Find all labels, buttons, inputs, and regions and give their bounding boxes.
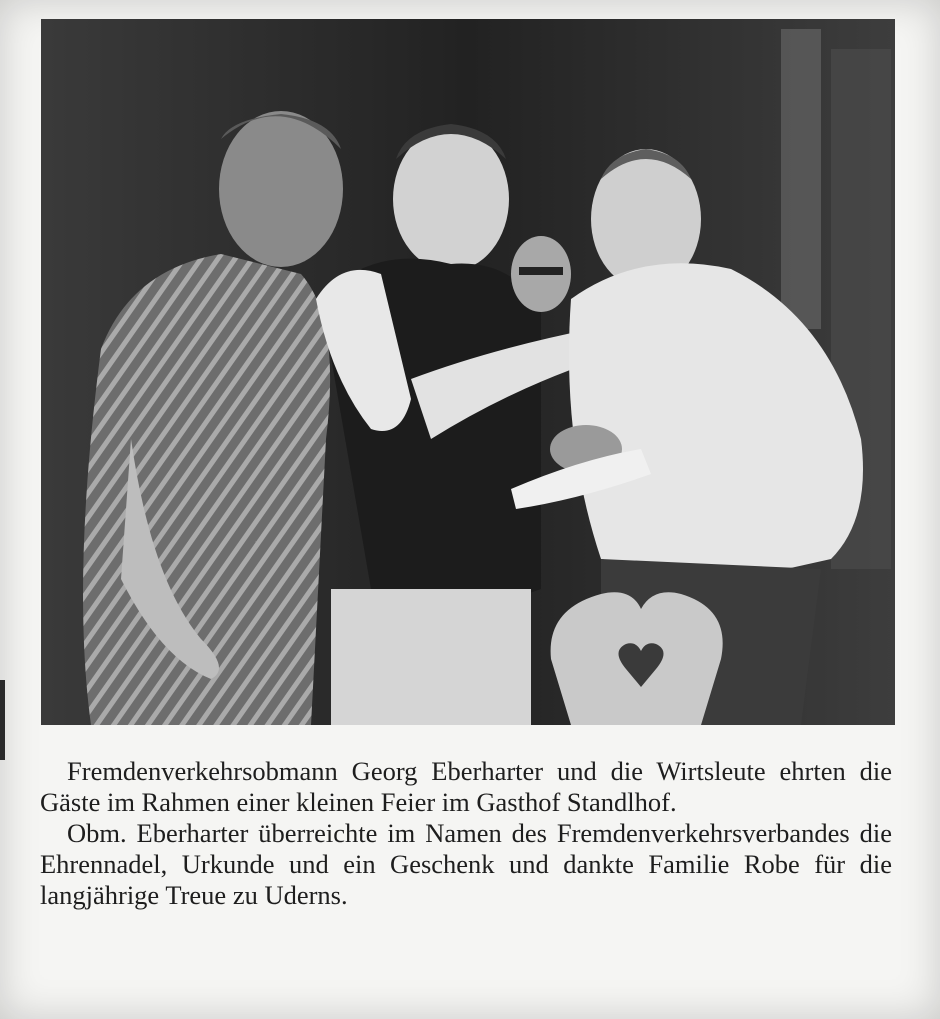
caption-paragraph-2: Obm. Eberharter überreichte im Namen des Fremdenverkehrsverbandes die Ehrennadel, Urkunde und ein Geschenk und dankte Familie Robe für die langjährige Treue zu Uderns.: [40, 818, 892, 910]
photo-caption: [40, 756, 892, 911]
group-photo: [41, 19, 895, 725]
caption-paragraph-1: Fremdenverkehrsobmann Georg Eberharter und die Wirtsleute ehrten die Gäste im Rahmen einer kleinen Feier im Gasthof Standlhof.: [40, 756, 892, 817]
page-edge-mark: [0, 680, 5, 760]
